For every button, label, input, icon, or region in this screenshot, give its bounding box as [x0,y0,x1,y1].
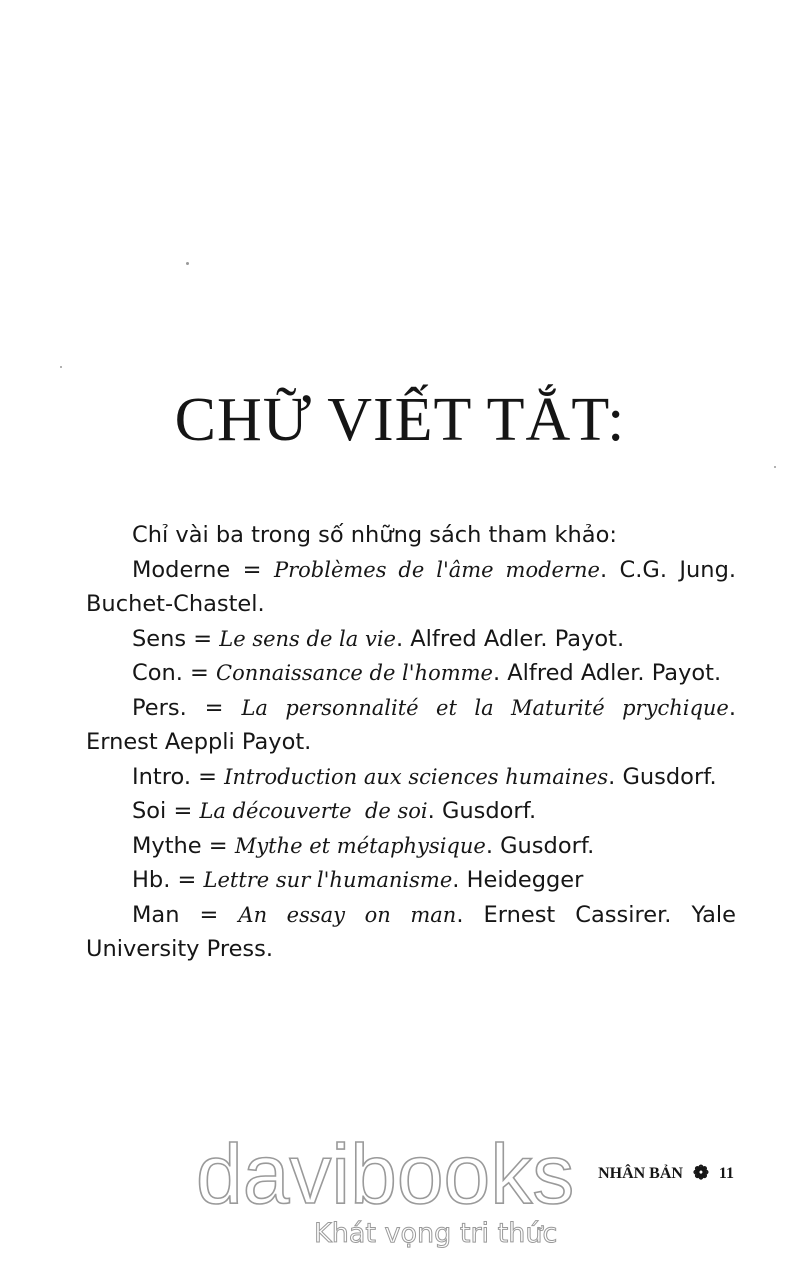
abbreviation: Mythe = [132,832,235,859]
list-item [86,794,736,829]
list-item [86,691,736,760]
book-title: Lettre sur l'humanisme [203,868,453,892]
abbreviation: Man = [132,901,239,928]
book-title: La personnalité et la Maturité prychique [241,695,729,720]
abbreviation-list [86,518,736,967]
book-details: . Gusdorf. [485,832,595,859]
list-item [86,863,736,898]
print-speck [60,366,62,368]
page-footer [598,1162,734,1185]
list-item [86,829,736,864]
book-details: . Alfred Adler. Payot. [492,660,722,686]
watermark-tagline: Khát vọng tri thức [314,1218,558,1249]
book-title: Introduction aux sciences humaines [224,764,609,789]
book-title: Mythe et métaphysique [234,833,486,858]
intro-line: Chỉ vài ba trong số những sách tham khảo: [132,522,617,548]
abbreviation: Intro. = [132,763,225,790]
print-speck [186,262,189,265]
watermark-brand: davibooks [196,1127,575,1221]
book-title: Le sens de la vie [219,626,396,651]
page-number: 11 [718,1165,734,1182]
abbreviation: Hb. = [132,867,204,893]
abbreviation: Soi = [132,798,200,824]
book-details: . Heidegger [452,867,584,893]
abbreviation: Con. = [132,660,217,686]
page-title: CHỮ VIẾT TẮT: [174,386,626,454]
book-title: An essay on man [238,902,457,927]
book-title: Connaissance de l'homme [216,661,493,685]
book-details: . Alfred Adler. Payot. [395,625,625,652]
list-item [86,553,736,622]
book-details: . Gusdorf. [608,763,717,790]
book-details: . Ernest Cassirer. Yale University Press. [86,901,736,962]
publisher-watermark [196,1127,606,1262]
book-details: . Ernest Aeppli Payot. [86,694,736,755]
list-item [86,656,736,691]
book-details: . C.G. Jung. Buchet-Chastel. [86,556,737,617]
abbreviation: Sens = [132,625,220,652]
list-item [86,760,736,795]
list-item [86,898,736,967]
abbreviation: Pers. = [132,694,242,721]
running-head: NHÂN BẢN [598,1165,683,1182]
book-title: La découverte de soi [199,799,428,823]
flower-ornament-icon: ❁ [692,1163,709,1184]
book-title: Problèmes de l'âme moderne [273,557,600,582]
print-speck [774,466,776,468]
abbreviation: Moderne = [132,556,274,583]
list-item [86,622,736,657]
book-details: . Gusdorf. [427,798,537,824]
